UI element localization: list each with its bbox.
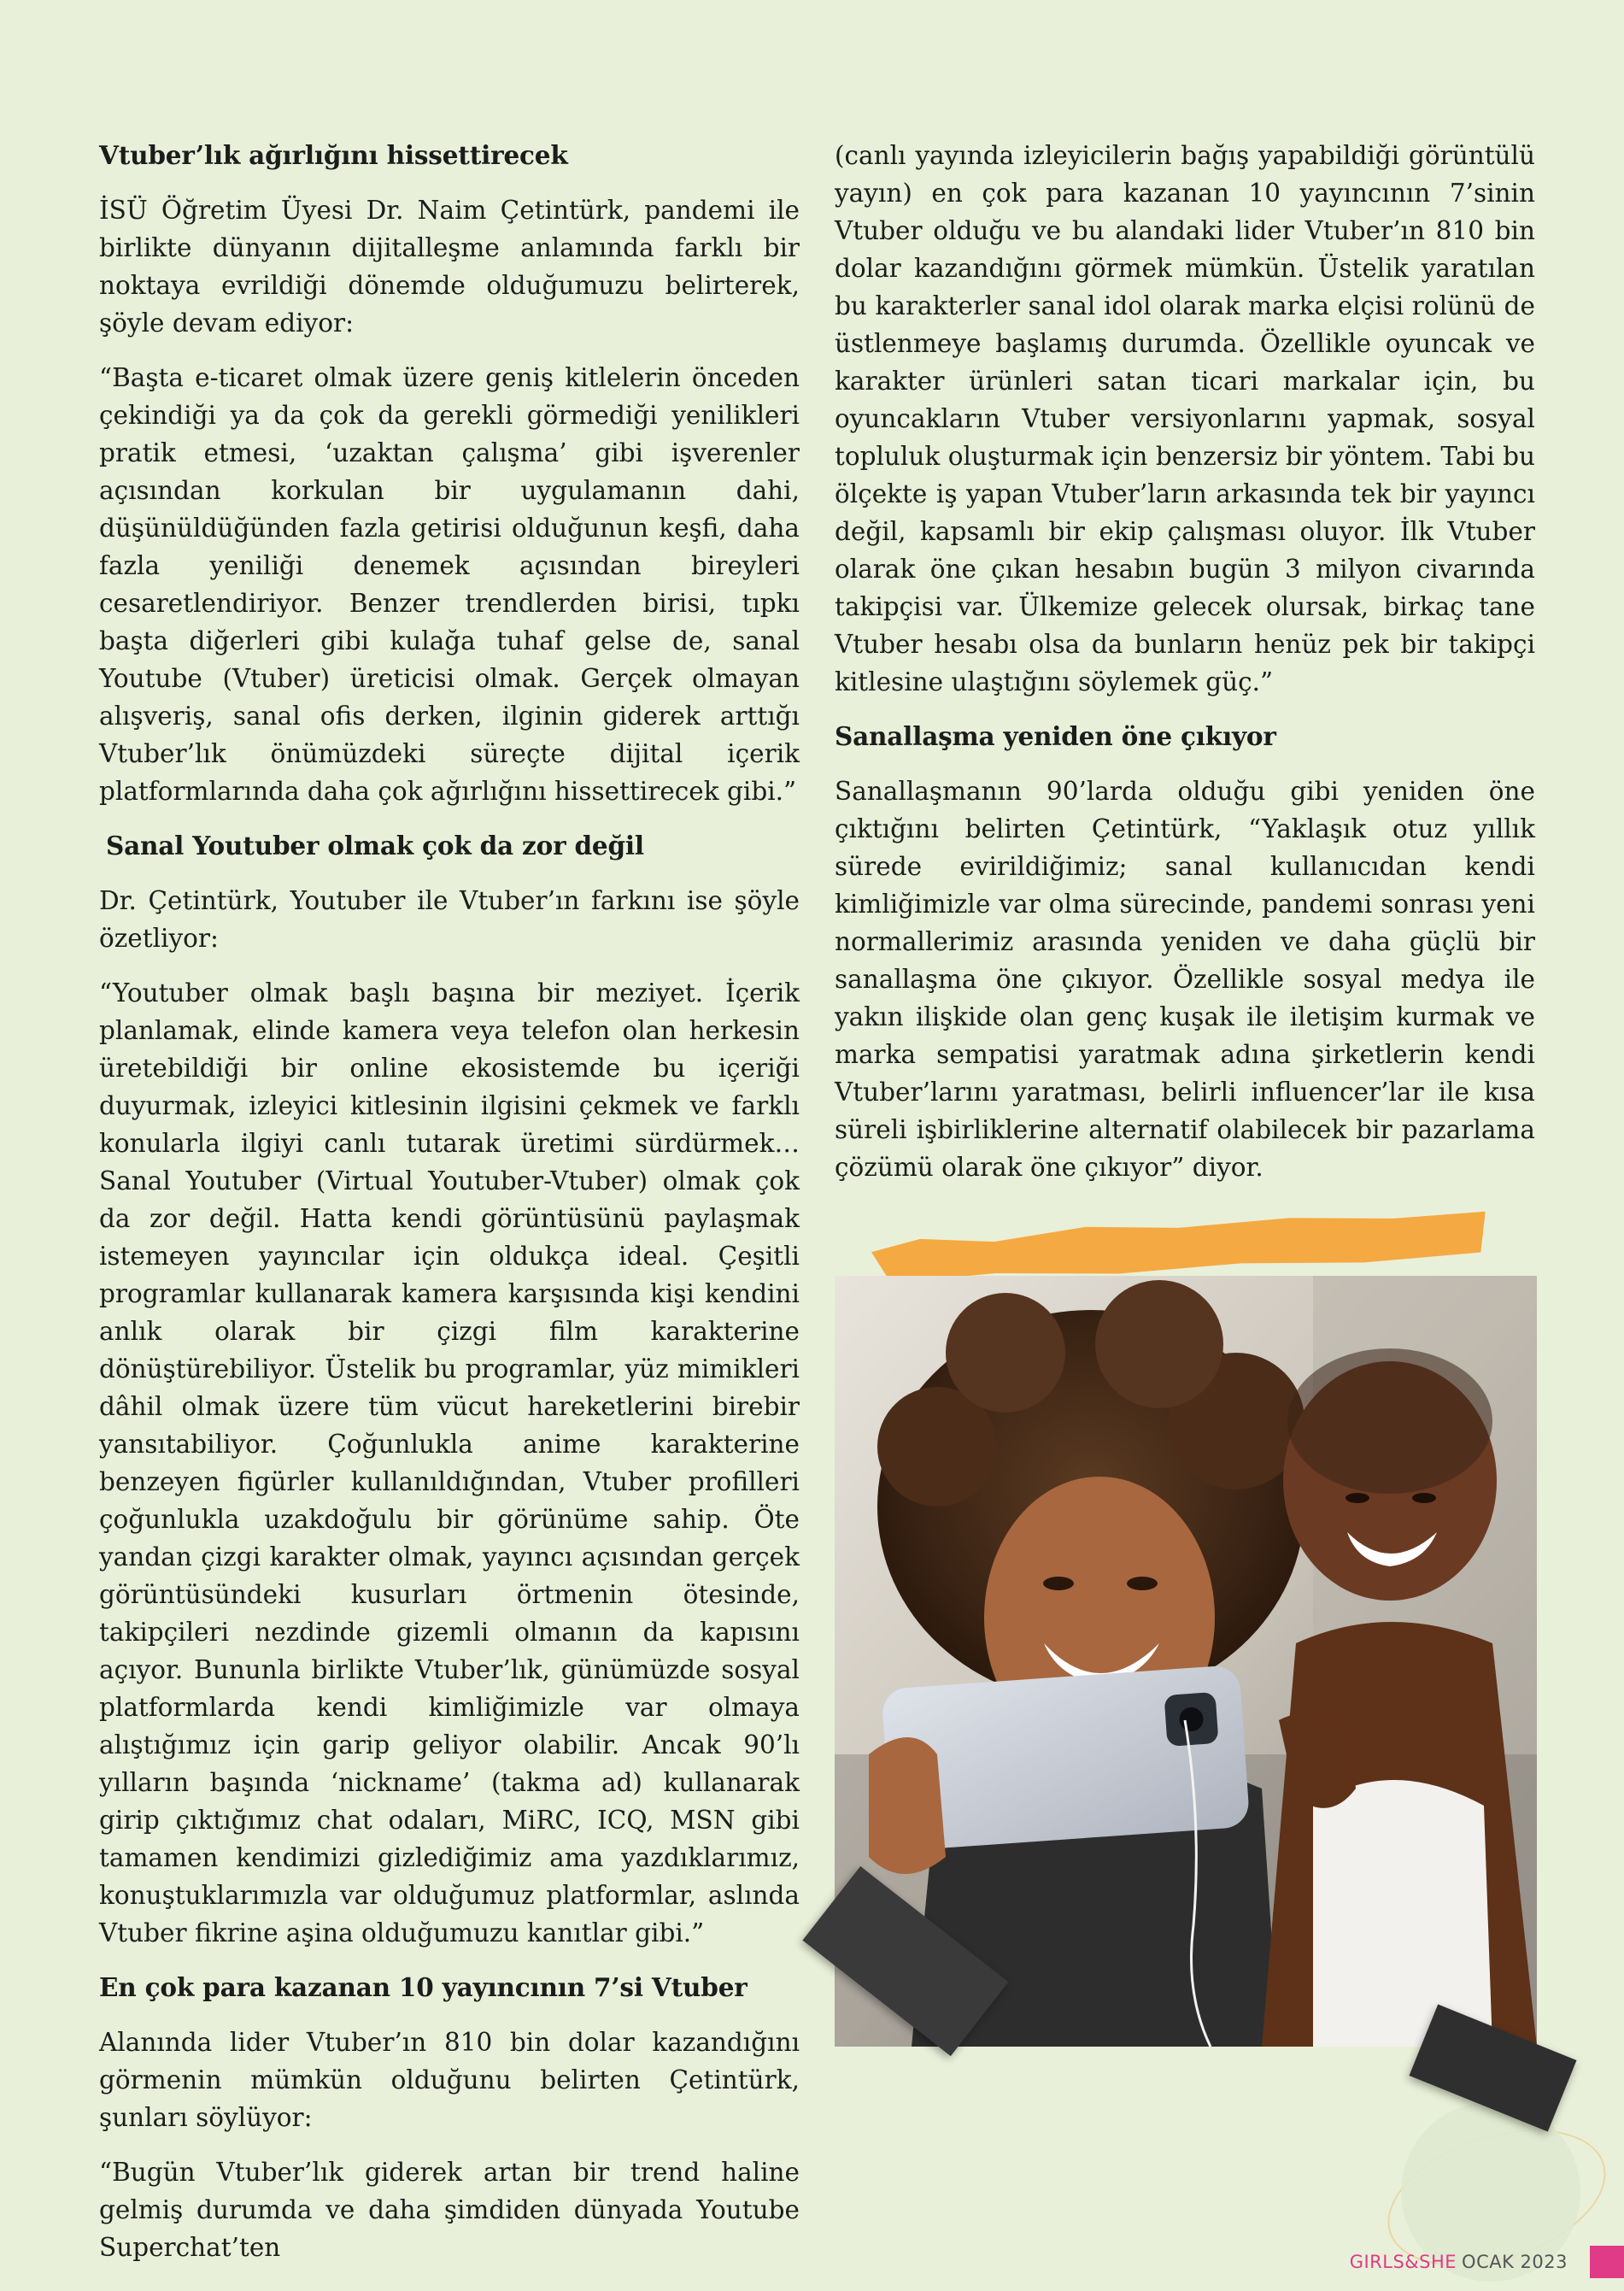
- quote-paragraph: “Bugün Vtuber’lık giderek artan bir trend haline gelmiş durumda ve daha şimdiden dünyada Youtube Superchat’ten: [99, 2158, 800, 2262]
- quote-paragraph: “Youtuber olmak başlı başına bir meziyet. İçerik planlamak, elinde kamera veya telefon olan herkesin üretebildiği bir online ekosistemde bu içeriği duyurmak, izleyici kitlesinin ilgisini çekmek ve farklı konularla ilgiyi canlı tutarak üretimi sürdürmek… Sanal Youtuber (Virtual Youtuber-Vtuber) olmak çok da zor değil. Hatta kendi görüntüsünü paylaşmak istemeyen yayıncılar için oldukça ideal. Çeşitli programlar kullanarak kamera karşısında kişi kendini anlık olarak bir çizgi film karakterine dönüştürebiliyor. Üstelik bu programlar, yüz mimikleri dâhil olmak üzere tüm vücut hareketlerini birebir yansıtabiliyor. Çoğunlukla anime karakterine benzeyen figürler kullanıldığından, Vtuber profilleri çoğunlukla uzakdoğulu bir görünüme sahip. Öte yandan çizgi karakter olmak, yayıncı açısından gerçek görüntüsündeki kusurları örtmenin ötesinde, takipçileri nezdinde gizemli olmanın da kapısını açıyor. Bununla birlikte Vtuber’lık, günümüzde sosyal platformlarda kendi kimliğimizle var olmaya alıştığımız için garip geliyor olabilir. Ancak 90’lı yılların başında ‘nickname’ (takma ad) kullanarak girip çıktığımız chat odaları, MiRC, ICQ, MSN gibi tamamen kendimizi gizlediğimiz ama yazdıklarımız, konuştuklarımızla var olduğumuz platformlar, aslında Vtuber fikrine aşina olduğumuzu kanıtlar gibi.”: [99, 978, 800, 1947]
- paragraph: Alanında lider Vtuber’ın 810 bin dolar kazandığını görmenin mümkün olduğunu belirten Çetintürk, şunları söylüyor:: [99, 2028, 800, 2132]
- quote-paragraph: “Başta e-ticaret olmak üzere geniş kitlelerin önceden çekindiği ya da çok da gerekli görmediği yenilikleri pratik etmesi, ‘uzaktan çalışma’ gibi işverenler açısından korkulan bir uygulamanın dahi, düşünüldüğünden fazla getirisi olduğunun keşfi, daha fazla yeniliği denemek açısından bireyleri cesaretlendiriyor. Benzer trendlerden birisi, tıpkı başta diğerleri gibi kulağa tuhaf gelse de, sanal Youtube (Vtuber) üreticisi olmak. Gerçek olmayan alışveriş, sanal ofis derken, ilginin giderek arttığı Vtuber’lık önümüzdeki süreçte dijital içerik platformlarında daha çok ağırlığını hissettirecek gibi.”: [99, 363, 800, 806]
- heading-virtualization: Sanallaşma yeniden öne çıkıyor: [835, 721, 1276, 751]
- magazine-brand: GIRLS&SHE: [1349, 2252, 1457, 2272]
- heading-top-earners: En çok para kazanan 10 yayıncının 7’si Vtuber: [99, 1972, 748, 2002]
- left-column: [99, 137, 800, 2283]
- paragraph: Dr. Çetintürk, Youtuber ile Vtuber’ın farkını ise şöyle özetliyor:: [99, 886, 800, 953]
- orange-tape-strip: [871, 1206, 1487, 1286]
- page-footer: [1350, 2246, 1624, 2278]
- pink-page-marker: [1590, 2246, 1624, 2278]
- paragraph: Sanallaşmanın 90’larda olduğu gibi yeniden öne çıktığını belirten Çetintürk, “Yaklaşık otuz yıllık sürede evirildiğimiz; sanal kullanıcıdan kendi kimliğimizle var olma sürecinde, pandemi sonrası yeni normallerimiz arasında yeniden ve daha güçlü bir sanallaşma öne çıkıyor. Özellikle sosyal medya ile yakın ilişkide olan genç kuşak ile iletişim kurmak ve marka sempatisi yaratmak adına şirketlerin kendi Vtuber’larını yaratması, belirli influencer’lar ile kısa süreli işbirliklerine alternatif olabilecek bir pazarlama çözümü olarak öne çıkıyor” diyor.: [835, 777, 1535, 1182]
- right-column: [835, 137, 1535, 1203]
- paragraph: İSÜ Öğretim Üyesi Dr. Naim Çetintürk, pandemi ile birlikte dünyanın dijitalleşme anlamında farklı bir noktaya evrildiği dönemde olduğumuzu belirterek, şöyle devam ediyor:: [99, 196, 800, 338]
- quote-paragraph: (canlı yayında izleyicilerin bağış yapabildiği görüntülü yayın) en çok para kazanan 10 yayıncının 7’sinin Vtuber olduğu ve bu alandaki lider Vtuber’ın 810 bin dolar kazandığını görmek mümkün. Üstelik yaratılan bu karakterler sanal idol olarak marka elçisi rolünü de üstlenmeye başlamış durumda. Özellikle oyuncak ve karakter ürünleri satan ticari markalar için, bu oyuncakların Vtuber versiyonlarını yapmak, sosyal topluluk oluşturmak için benzersiz bir yöntem. Tabi bu ölçekte iş yapan Vtuber’ların arkasında tek bir yayıncı değil, kapsamlı bir ekip çalışması oluyor. İlk Vtuber olarak öne çıkan hesabın bugün 3 milyon civarında takipçisi var. Ülkemize gelecek olursak, birkaç tane Vtuber hesabı olsa da bunların henüz pek bir takipçi kitlesine ulaştığını söylemek güç.”: [835, 141, 1535, 696]
- issue-date: OCAK 2023: [1462, 2252, 1568, 2272]
- heading-virtual-youtuber: Sanal Youtuber olmak çok da zor değil: [106, 831, 644, 861]
- heading-vtuber-weight: Vtuber’lık ağırlığını hissettirecek: [99, 140, 568, 170]
